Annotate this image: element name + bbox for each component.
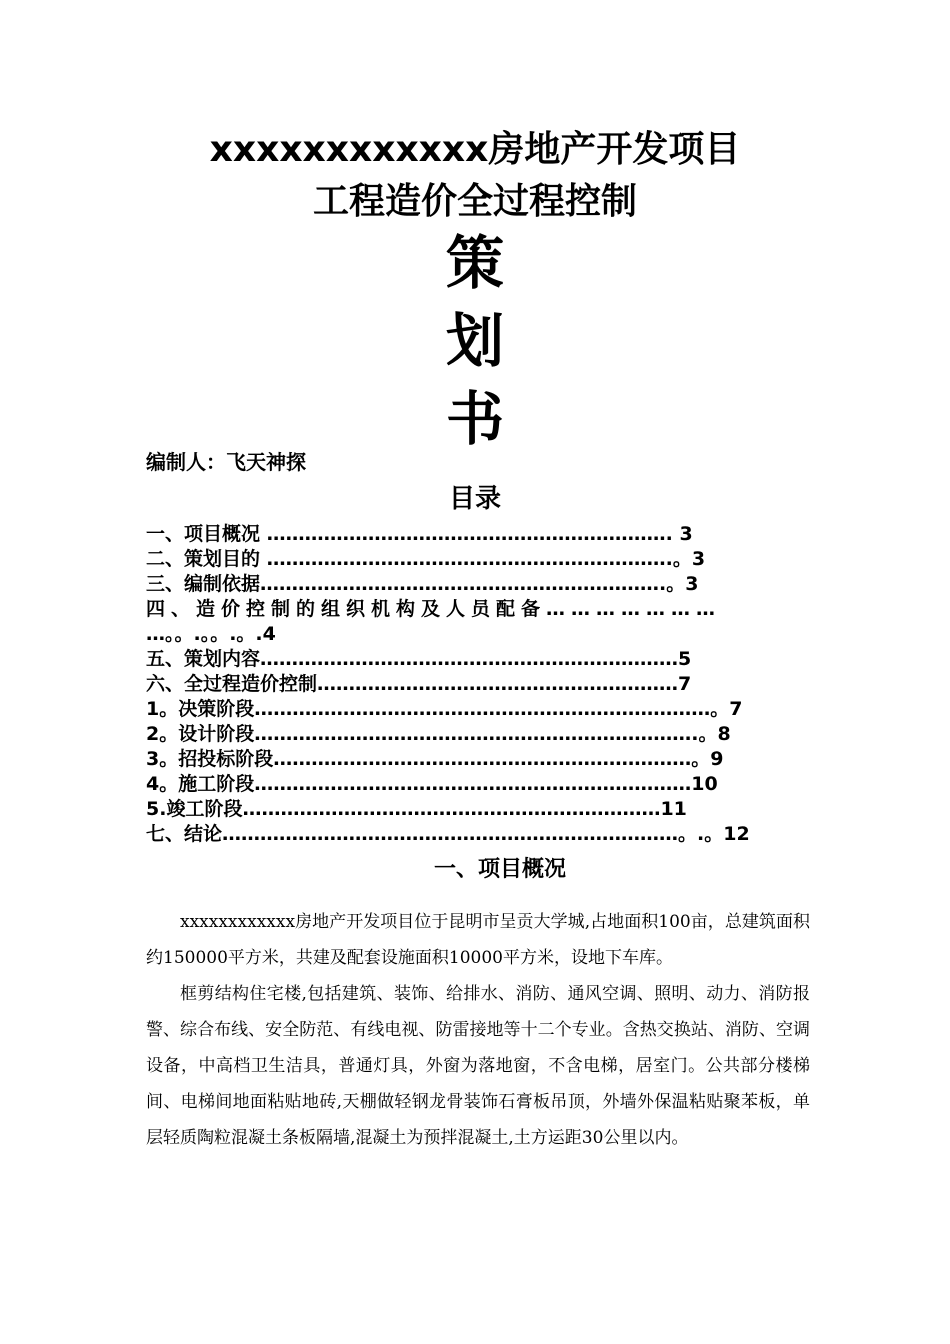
document-title-line1: xxxxxxxxxxxx房地产开发项目 <box>209 129 741 170</box>
title-char-hua: 划 <box>445 307 504 375</box>
document-title-line2: 工程造价全过程控制 <box>312 181 637 222</box>
body-paragraph: 框剪结构住宅楼,包括建筑、装饰、给排水、消防、通风空调、照明、动力、消防报警、综合布线、安全防范、有线电视、防雷接地等十二个专业。含热交换站、消防、空调设备，中高档卫生洁具，普通灯具，外窗为落地窗，不含电梯，居室门。公共部分楼梯间、电梯间地面粘贴地砖,天棚做轻钢龙骨装饰石膏板吊顶，外墙外保温粘贴聚苯板，单层轻质陶粒混凝土条板隔墙,混凝土为预拌混凝土,土方运距30公里以内。 <box>146 984 810 1148</box>
title-char-ce: 策 <box>445 229 504 297</box>
toc-entry[interactable]: 3。招投标阶段…………………………………………………………。9 <box>146 748 724 770</box>
toc-heading: 目录 <box>448 484 501 514</box>
toc-entry[interactable]: 4。施工阶段……………………………………………………………10 <box>146 773 718 795</box>
body-paragraph: xxxxxxxxxxxx房地产开发项目位于昆明市呈贡大学城,占地面积100亩，总建筑面积约150000平方米，共建及配套设施面积10000平方米，设地下车库。 <box>146 912 810 968</box>
title-char-shu: 书 <box>445 385 504 453</box>
toc-entry[interactable]: 二、策划目的 ……………………………………………………….。3 <box>146 548 706 570</box>
toc-entry[interactable]: 2。设计阶段…………………………………………………………….。8 <box>146 723 731 745</box>
toc-entry[interactable]: 一、项目概况 ………………………………………………………. 3 <box>146 523 693 545</box>
compiler-line: 编制人：飞天神探 <box>146 450 306 474</box>
toc-entry[interactable]: 六、全过程造价控制…………………………………………………7 <box>146 673 692 695</box>
toc-entry[interactable]: 1。决策阶段………………………………………………………………。7 <box>146 698 743 720</box>
section-heading: 一、项目概况 <box>433 857 566 882</box>
toc-entry[interactable]: 七、结论………………………………………………………………。.。12 <box>146 823 750 845</box>
toc-entry[interactable]: 五、策划内容…………………………………………………………5 <box>146 648 692 670</box>
toc-entry[interactable]: 5.竣工阶段…………………………………………………………11 <box>146 798 687 820</box>
toc-entry-continuation[interactable]: …。。.。。.。.4 <box>146 623 276 645</box>
toc-entry[interactable]: 四、造价控制的组织机构及人员配备………………… <box>146 598 722 620</box>
toc-entry[interactable]: 三、编制依据……………………………………………………….。3 <box>146 573 699 595</box>
section-body <box>146 904 810 1156</box>
table-of-contents <box>146 522 826 847</box>
